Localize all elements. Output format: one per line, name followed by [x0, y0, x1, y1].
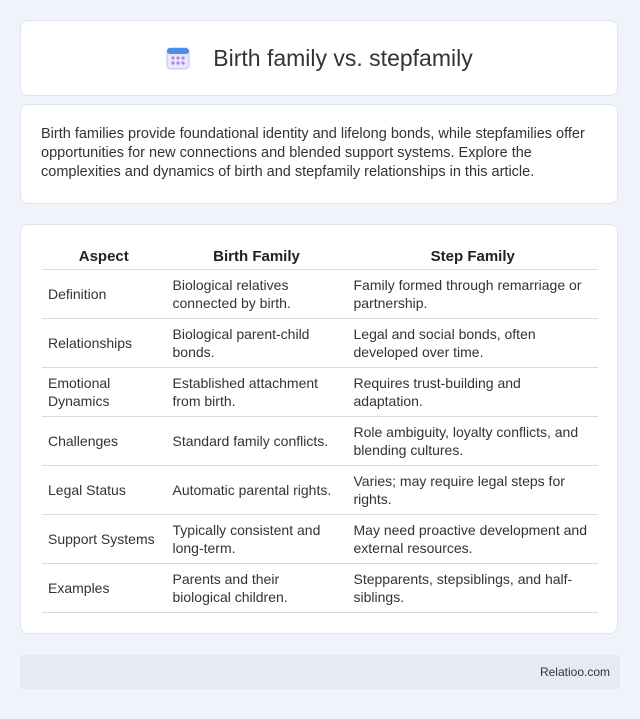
- step-family-cell: Legal and social bonds, often developed over time.: [347, 319, 598, 368]
- table-row: [42, 564, 598, 613]
- column-header: Aspect: [42, 243, 166, 270]
- birth-family-cell: Automatic parental rights.: [166, 466, 347, 515]
- table-row: [42, 417, 598, 466]
- column-header: Birth Family: [166, 243, 347, 270]
- comparison-table: [42, 243, 598, 613]
- birth-family-cell: Parents and their biological children.: [166, 564, 347, 613]
- aspect-cell: Relationships: [42, 319, 166, 368]
- birth-family-cell: Biological parent-child bonds.: [166, 319, 347, 368]
- table-row: [42, 466, 598, 515]
- step-family-cell: Requires trust-building and adaptation.: [347, 368, 598, 417]
- step-family-cell: Stepparents, stepsiblings, and half-siblings.: [347, 564, 598, 613]
- aspect-cell: Definition: [42, 270, 166, 319]
- table-header-row: [42, 243, 598, 270]
- aspect-cell: Legal Status: [42, 466, 166, 515]
- step-family-cell: Varies; may require legal steps for rights.: [347, 466, 598, 515]
- birth-family-cell: Established attachment from birth.: [166, 368, 347, 417]
- aspect-cell: Examples: [42, 564, 166, 613]
- intro-text: Birth families provide foundational identity and lifelong bonds, while stepfamilies offer opportunities for new connections and blended support systems. Explore the complexities and dynamics of birth and stepfamily relationships in this article.: [41, 126, 585, 180]
- footer-site-name: Relatioo.com: [539, 665, 610, 679]
- aspect-cell: Emotional Dynamics: [42, 368, 166, 417]
- aspect-cell: Support Systems: [42, 515, 166, 564]
- table-row: [42, 368, 598, 417]
- table-row: [42, 515, 598, 564]
- table-row: [42, 270, 598, 319]
- birth-family-cell: Standard family conflicts.: [166, 417, 347, 466]
- birth-family-cell: Typically consistent and long-term.: [166, 515, 347, 564]
- birth-family-cell: Biological relatives connected by birth.: [166, 270, 347, 319]
- footer: [20, 655, 620, 689]
- intro-card: [20, 104, 618, 204]
- step-family-cell: Family formed through remarriage or partnership.: [347, 270, 598, 319]
- page-title: Birth family vs. stepfamily: [213, 44, 473, 71]
- step-family-cell: May need proactive development and external resources.: [347, 515, 598, 564]
- title-card: [20, 20, 618, 96]
- aspect-cell: Challenges: [42, 417, 166, 466]
- comparison-card: [20, 224, 618, 634]
- column-header: Step Family: [347, 243, 598, 270]
- calendar-icon: [165, 45, 191, 71]
- table-row: [42, 319, 598, 368]
- step-family-cell: Role ambiguity, loyalty conflicts, and blending cultures.: [347, 417, 598, 466]
